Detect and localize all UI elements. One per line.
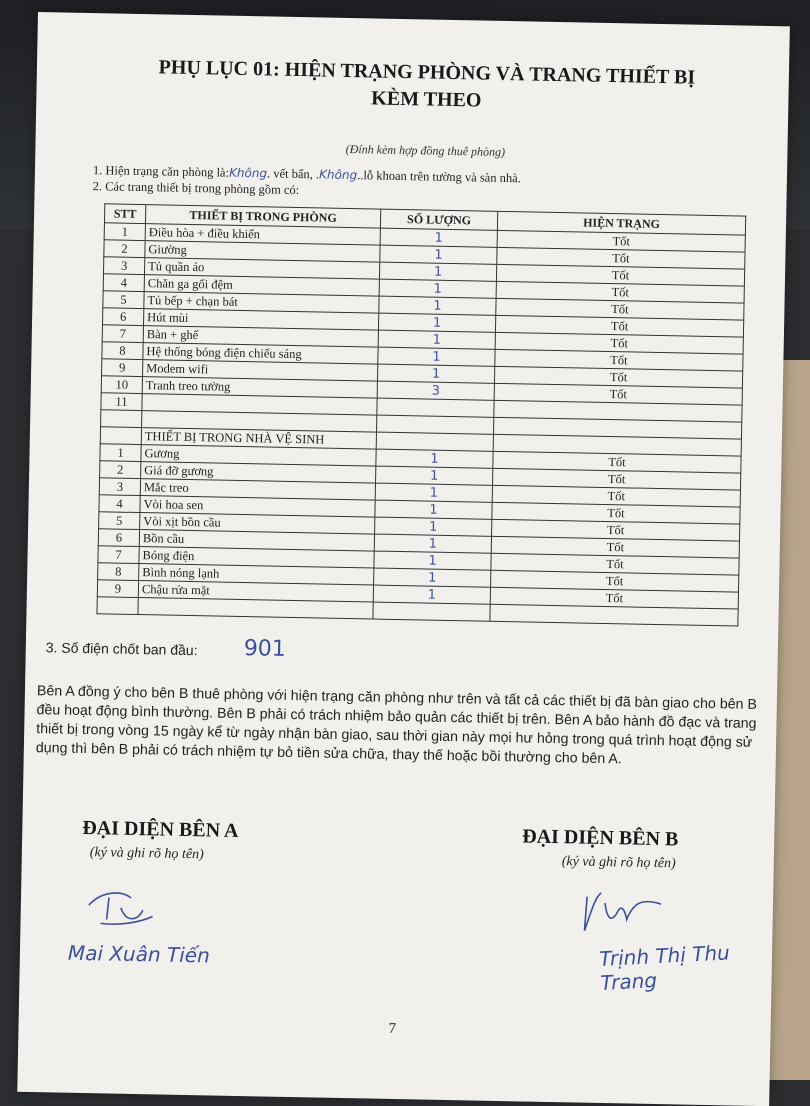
row-status: Tốt	[495, 315, 743, 337]
agreement-paragraph: Bên A đồng ý cho bên B thuê phòng với hiện trạng căn phòng như trên và tất cả các thiết bị đã bàn giao cho bên B đều hoạt động bình thường. Bên B phải có trách nhiệm bảo quản các thiết bị trên. Bên A bảo hành đồ đạc và trang thiết bị trong vòng 15 ngày kể từ ngày nhận bàn giao, sau thời gian này mọi hư hỏng trong quá trình hoạt động sử dụng thì bên B phải có trách nhiệm tự bỏ tiền sửa chữa, thay thế hoặc bồi thường cho bên A.	[35, 683, 758, 768]
row-status	[490, 604, 738, 626]
bathroom-header: THIẾT BỊ TRONG NHÀ VỆ SINH	[141, 428, 376, 450]
representative-b-instruction: (ký và ghi rõ họ tên)	[561, 854, 676, 872]
row-equipment-name: Tủ bếp + chạn bát	[144, 292, 379, 314]
row-stt: 4	[103, 274, 144, 292]
row-stt: 6	[103, 308, 144, 326]
row-quantity	[373, 602, 490, 621]
row-stt: 8	[98, 563, 139, 581]
row-status: Tốt	[495, 349, 743, 371]
handwritten-hole-answer: Không	[319, 167, 358, 183]
row-equipment-name: Điều hòa + điều khiển	[145, 224, 380, 246]
room-condition-mid: . vết bẩn, .	[266, 166, 320, 182]
row-status: Tốt	[491, 570, 739, 592]
row-quantity: 1	[373, 585, 490, 604]
row-quantity: 1	[376, 466, 493, 485]
row-stt: 4	[99, 495, 140, 513]
row-equipment-name: Bàn + ghế	[143, 326, 378, 348]
row-equipment-name	[138, 598, 373, 620]
row-status: Tốt	[497, 230, 745, 252]
row-stt: 2	[100, 461, 141, 479]
title-line-2: KÈM THEO	[371, 87, 482, 112]
row-quantity: 1	[375, 517, 492, 536]
room-condition-suffix: ..lỗ khoan trên tường và sàn nhà.	[357, 168, 521, 186]
row-stt: 9	[97, 580, 138, 598]
equipment-table	[96, 203, 746, 626]
row-status: Tốt	[492, 485, 740, 507]
row-status: Tốt	[494, 366, 742, 388]
row-equipment-name: Mắc treo	[140, 479, 375, 501]
document-page	[17, 12, 790, 1106]
document-subtitle: (Đính kèm hợp đồng thuê phòng)	[345, 141, 506, 159]
row-stt: 1	[104, 223, 145, 241]
signer-b-name: Trịnh Thị Thu Trang	[598, 940, 731, 995]
row-quantity: 1	[374, 568, 491, 587]
row-status: Tốt	[496, 298, 744, 320]
row-stt: 5	[99, 512, 140, 530]
bathroom-equipment-rows	[97, 444, 741, 626]
row-quantity: 1	[380, 245, 497, 264]
row-equipment-name: Vòi xịt bồn cầu	[140, 513, 375, 535]
row-status: Tốt	[492, 519, 740, 541]
row-quantity: 1	[374, 551, 491, 570]
row-status: Tốt	[497, 247, 745, 269]
row-quantity: 3	[377, 381, 494, 400]
row-status: Tốt	[492, 468, 740, 490]
row-equipment-name: Bóng điện	[139, 547, 374, 569]
row-status: Tốt	[490, 587, 738, 609]
row-status: Tốt	[494, 383, 742, 405]
row-stt: 7	[102, 325, 143, 343]
row-status: Tốt	[491, 536, 739, 558]
row-quantity: 1	[379, 296, 496, 315]
row-stt: 2	[104, 240, 145, 258]
handwritten-stain-answer: Không	[228, 165, 268, 181]
header-stt: STT	[104, 204, 145, 224]
row-equipment-name: Giường	[145, 241, 380, 263]
row-stt: 3	[103, 257, 144, 275]
row-quantity: 1	[378, 313, 495, 332]
equipment-intro: 2. Các trang thiết bị trong phòng gồm có:	[92, 179, 300, 198]
header-quantity: SỐ LƯỢNG	[380, 209, 497, 230]
row-equipment-name: Tranh treo tường	[142, 377, 377, 399]
row-quantity: 1	[378, 347, 495, 366]
row-equipment-name: Vòi hoa sen	[140, 496, 375, 518]
meter-value-handwritten: 901	[243, 636, 287, 662]
row-stt: 7	[98, 546, 139, 564]
row-status: Tốt	[493, 451, 741, 473]
row-quantity: 1	[374, 534, 491, 553]
row-equipment-name: Chậu rửa mặt	[138, 581, 373, 603]
document-title	[76, 53, 777, 120]
row-equipment-name: Hệ thống bóng điện chiếu sáng	[143, 343, 378, 365]
row-equipment-name: Modem wifi	[143, 360, 378, 382]
header-status: HIỆN TRẠNG	[497, 211, 745, 235]
row-quantity: 1	[380, 228, 497, 247]
row-equipment-name: Tủ quần áo	[144, 258, 379, 280]
representative-a-title: ĐẠI DIỆN BÊN A	[82, 817, 239, 842]
row-quantity: 1	[378, 330, 495, 349]
row-status: Tốt	[496, 264, 744, 286]
row-quantity: 1	[379, 279, 496, 298]
row-stt	[97, 597, 138, 615]
row-quantity: 1	[379, 262, 496, 281]
row-stt: 11	[101, 393, 142, 411]
row-stt: 3	[99, 478, 140, 496]
row-stt: 9	[102, 359, 143, 377]
meter-label: 3. Số điện chốt ban đầu:	[45, 639, 198, 659]
row-status: Tốt	[496, 281, 744, 303]
signer-a-name: Mai Xuân Tiến	[67, 940, 211, 968]
header-room-equipment: THIẾT BỊ TRONG PHÒNG	[145, 205, 380, 229]
row-status: Tốt	[492, 502, 740, 524]
row-equipment-name: Giá đỡ gương	[141, 462, 376, 484]
row-stt: 1	[100, 444, 141, 462]
signature-a	[80, 883, 161, 935]
row-equipment-name: Bồn cầu	[139, 530, 374, 552]
row-quantity: 1	[375, 500, 492, 519]
signature-b	[580, 883, 681, 945]
row-quantity: 1	[375, 483, 492, 502]
row-stt: 10	[101, 376, 142, 394]
row-equipment-name: Hút mùi	[143, 309, 378, 331]
representative-b-title: ĐẠI DIỆN BÊN B	[522, 825, 679, 851]
row-stt: 8	[102, 342, 143, 360]
row-quantity: 1	[377, 364, 494, 383]
room-condition-label: 1. Hiện trạng căn phòng là:	[92, 163, 230, 180]
row-status: Tốt	[491, 553, 739, 575]
representative-a-instruction: (ký và ghi rõ họ tên)	[89, 845, 204, 863]
title-line-1: PHỤ LỤC 01: HIỆN TRẠNG PHÒNG VÀ TRANG THIẾT BỊ	[158, 56, 696, 89]
row-stt: 6	[98, 529, 139, 547]
row-equipment-name: Bình nóng lạnh	[139, 564, 374, 586]
page-number: 7	[388, 1020, 397, 1038]
row-equipment-name: Gương	[141, 445, 376, 467]
room-equipment-rows	[101, 223, 745, 422]
row-stt: 5	[103, 291, 144, 309]
row-status: Tốt	[495, 332, 743, 354]
row-equipment-name: Chăn ga gối đệm	[144, 275, 379, 297]
row-quantity: 1	[376, 449, 493, 468]
